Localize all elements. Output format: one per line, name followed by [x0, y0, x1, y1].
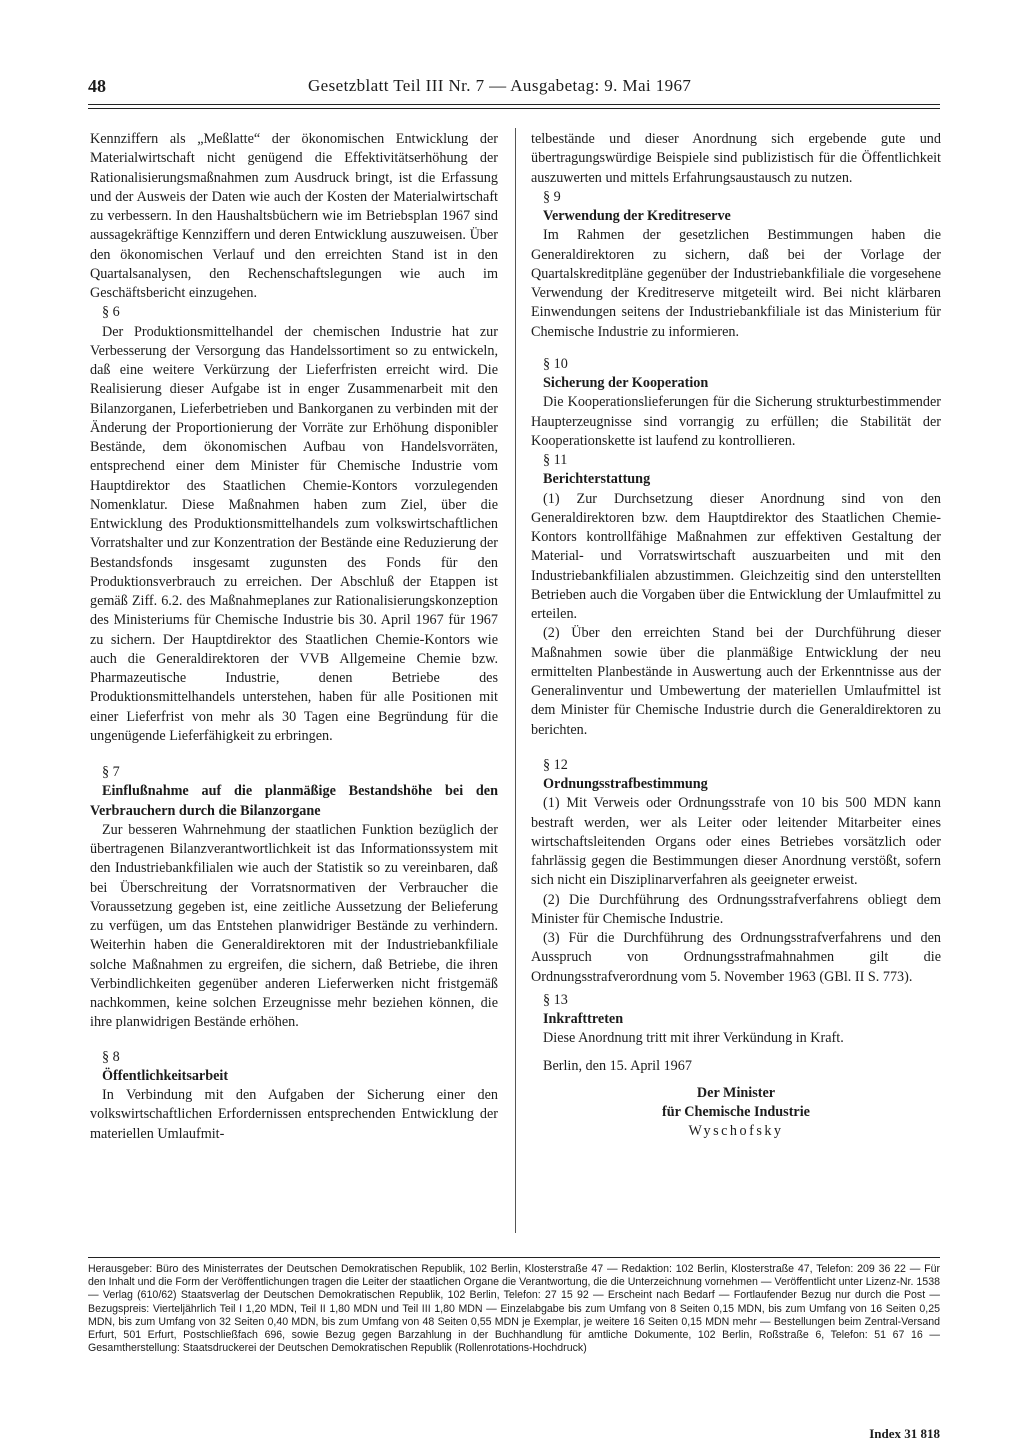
imprint-text: Herausgeber: Büro des Ministerrates der Deutschen Demokratischen Republik, 102 Berlin, Klosterstraße 47 — Redaktion: 102 Berlin, Klosterstraße 47, Telefon: 209 36 22 — Für den Inhalt und die Form der Veröffentlichungen tragen die Leiter der staatlichen Organe die Verantwortung, die die Unterzeichnung vornehmen — Veröffentlicht unter Lizenz-Nr. 1538 — Verlag (610/62) Staatsverlag der Deutschen Demokratischen Republik, 102 Berlin, Telefon: 27 15 92 — Erscheint nach Bedarf — Fortlaufender Bezug nur durch die Post — Bezugspreis: Vierteljährlich Teil I 1,20 MDN, Teil II 1,80 MDN und Teil III 1,80 MDN — Einzelabgabe bis zum Umfang von 8 Seiten 0,15 MDN, bis zum Umfang von 16 Seiten 0,25 MDN, bis zum Umfang von 32 Seiten 0,40 MDN, bis zum Umfang von 48 Seiten 0,55 MDN je Exemplar, je weitere 16 Seiten 0,15 MDN mehr — Bestellungen beim Zentral-Versand Erfurt, 501 Erfurt, Postschließfach 696, sowie Bezug gegen Barzahlung in der Buchhandlung für amtliche Dokumente, 102 Berlin, Roßstraße 6, Telefon: 51 67 16 — Gesamtherstellung: Staatsdruckerei der Deutschen Demokratischen Republik (Rollenrotations-Hochdruck) [88, 1263, 940, 1355]
column-divider [515, 128, 516, 1233]
left-column [90, 130, 498, 1144]
page-number: 48 [88, 76, 106, 96]
section-title: Einflußnahme auf die planmäßige Bestandshöhe bei den Verbrauchern durch die Bilanzorgane [90, 783, 498, 819]
section-title: Verwendung der Kreditreserve [543, 208, 731, 224]
paragraph: telbestände und dieser Anordnung sich ergebende gute und übertragungswürdige Beispiele sind publizistisch für die Öffentlichkeit auszuwerten und mittels Erfahrungsaustausch zu nutzen. [531, 131, 941, 186]
paragraph: (3) Für die Durchführung des Ordnungsstrafverfahrens und den Ausspruch von Ordnungsstrafmahnahmen gilt die Ordnungsstrafverordnung vom 5. November 1963 (GBl. II S. 773). [531, 930, 941, 985]
index-number: Index 31 818 [869, 1426, 940, 1441]
right-column [531, 130, 941, 1142]
paragraph: (2) Die Durchführung des Ordnungsstrafverfahrens obliegt dem Minister für Chemische Industrie. [531, 891, 941, 927]
footer-rule [88, 1257, 940, 1258]
section-title: Ordnungsstrafbestimmung [543, 776, 708, 792]
paragraph: Zur besseren Wahrnehmung der staatlichen Funktion bezüglich der übertragenen Bilanzverantwortlichkeit ist das Informationssystem mit den Industriebankfilialen wie auch der Statistik so zu vereinbaren, daß bei Überschreitung der Vorratsnormativen der Verbraucher die Voraussetzung gegeben ist, eine zeitliche Aussetzung der Belieferung zu verfügen, um das Entstehen planwidriger Bestände zu verhindern. Weiterhin haben die Generaldirektoren mit der Industriebankfiliale solche Maßnahmen zu ergreifen, die sichern, daß Betriebe, die ihren Verbindlichkeiten gegenüber anderen Lieferwerken nicht fristgemäß nachkommen, keine solchen Erzeugnisse mehr beziehen können, die ihre planwidrigen Bestände erhöhen. [90, 821, 498, 1031]
place-date: Berlin, den 15. April 1967 [543, 1057, 692, 1074]
paragraph: Der Produktionsmittelhandel der chemischen Industrie hat zur Verbesserung der Versorgung das Handelssortiment so zu entwickeln, daß eine weitere Verkürzung der Lieferfristen erreicht wird. Die Realisierung dieser Aufgabe ist in enger Zusammenarbeit mit den Bilanzorganen, Lieferbetrieben und Bankorganen zu verbinden mit der Änderung der Proportionierung der Vorräte zur Erhöhung disponibler Bestände, dem ökonomischen Aufbau von Handelsvorräten, entsprechend einer dem Minister für Chemische Industrie vom Hauptdirektor des Staatlichen Chemie-Kontors vorzulegenden Nomenklatur. Diese Maßnahmen haben zum Ziel, über die Entwicklung des Produktionsmittelhandels zum volkswirtschaftlichen Vorratshalter und zur Konzentration der Bestände eine Reduzierung der Bestandsfonds insgesamt zugunsten des Fonds für den Produktionsverbrauch zu erreichen. Der Abschluß der Etappen ist gemäß Ziff. 6.2. des Maßnahmeplanes zur Rationalisierungskonzeption des Ministeriums für Chemische Industrie bis 30. April 1967 für 1967 zu sichern. Der Hauptdirektor des Staatlichen Chemie-Kontors wie auch die Generaldirektoren der VVB Allgemeine Chemie bzw. Pharmazeutische Industrie, denen Betriebe des Produktionsmittelhandels unterstehen, haben für alle Positionen mit einer Lieferfrist von mehr als 30 Tagen eine Begründung für die ungenügende Lieferfähigkeit zu erbringen. [90, 323, 498, 744]
section-number: § 7 [102, 764, 120, 780]
header-rule-thin [88, 108, 940, 109]
section-number: § 12 [543, 756, 568, 773]
section-number: § 11 [543, 452, 568, 468]
section-number: § 13 [543, 991, 568, 1008]
signature-title: für Chemische Industrie [662, 1104, 810, 1120]
index-number-box [842, 1426, 940, 1446]
paragraph: (2) Über den erreichten Stand bei der Durchführung dieser Maßnahmen sowie über die planmäßige Entwicklung der neu ermittelten Planbestände in Auswertung auch der Erkenntnisse aus der Generalinventur und Umbewertung der materiellen Umlaufmittel ist dem Minister für Chemische Industrie durch die Generaldirektoren zu berichten. [531, 625, 941, 738]
paragraph: (1) Zur Durchsetzung dieser Anordnung sind von den Generaldirektoren bzw. dem Hauptdirektor des Staatlichen Chemie-Kontors kontrollfähige Maßnahmen zur effektiven Gestaltung der Material- und Vorratswirtschaft auszuarbeiten und mit den Industriebankfilialen abzustimmen. Gleichzeitig sind den unterstellten Betrieben auch die Vorgaben über die Entwicklung der Umlaufmittel zu erteilen. [531, 490, 941, 622]
section-title: Berichterstattung [543, 471, 651, 488]
running-title: Gesetzblatt Teil III Nr. 7 — Ausgabetag: 9. Mai 1967 [308, 76, 692, 95]
section-number: § 6 [102, 304, 120, 321]
signatory-name: Wyschofsky [688, 1123, 784, 1140]
page-header [88, 74, 940, 104]
paragraph: In Verbindung mit den Aufgaben der Sicherung einer den volkswirtschaftlichen Erfordernissen entsprechenden Entwicklung der materiellen Umlaufmit- [90, 1087, 498, 1142]
section-number: § 9 [543, 188, 561, 205]
section-title: Sicherung der Kooperation [543, 375, 709, 391]
section-title: Inkrafttreten [543, 1011, 624, 1027]
section-title: Öffentlichkeitsarbeit [102, 1067, 229, 1084]
paragraph: Diese Anordnung tritt mit ihrer Verkündung in Kraft. [543, 1030, 844, 1047]
signature-title: Der Minister [696, 1084, 776, 1101]
paragraph: Die Kooperationslieferungen für die Sicherung strukturbestimmender Haupterzeugnisse sind vorrangig zu erfüllen; die Stabilität der Kooperationskette ist laufend zu kontrollieren. [531, 394, 941, 449]
imprint [88, 1263, 940, 1355]
section-number: § 10 [543, 355, 568, 372]
header-rule [88, 104, 940, 105]
paragraph: Kennziffern als „Meßlatte“ der ökonomischen Entwicklung der Materialwirtschaft nicht genügend die Effektivitätserhöhung der Rationalisierungsmaßnahmen zum Ausdruck bringt, ist die Erfassung und der Ausweis der Daten wie auch der Kosten der Materialwirtschaft zu verbessern. In den Haushaltsbüchern wie im Betriebsplan 1967 sind aussagekräftige Kennziffern und deren Entwicklung auszuweisen. Über den ökonomischen Verlauf und den erreichten Stand ist in den Quartalsanalysen, den Rechenschaftslegungen wie auch im Geschäftsbericht einzugehen. [90, 131, 498, 301]
paragraph: (1) Mit Verweis oder Ordnungsstrafe von 10 bis 500 MDN kann bestraft werden, wer als Leiter oder leitender Mitarbeiter eines wirtschaftsleitenden Organs oder eines Betriebes vorsätzlich oder fahrlässig gegen die Bestimmungen dieser Anordnung verstößt, sofern sich nicht ein Disziplinarverfahren als geeigneter erweist. [531, 795, 941, 889]
section-number: § 8 [102, 1048, 120, 1065]
paragraph: Im Rahmen der gesetzlichen Bestimmungen haben die Generaldirektoren zu sichern, daß bei der Vorlage der Quartalskreditpläne gegenüber der Industriebankfiliale die vorgesehene Verwendung der Kreditreserve mitgeteilt wird. Bei nicht klärbaren Einwendungen seitens der Industriebankfiliale ist das Ministerium für Chemische Industrie zu informieren. [531, 227, 941, 340]
